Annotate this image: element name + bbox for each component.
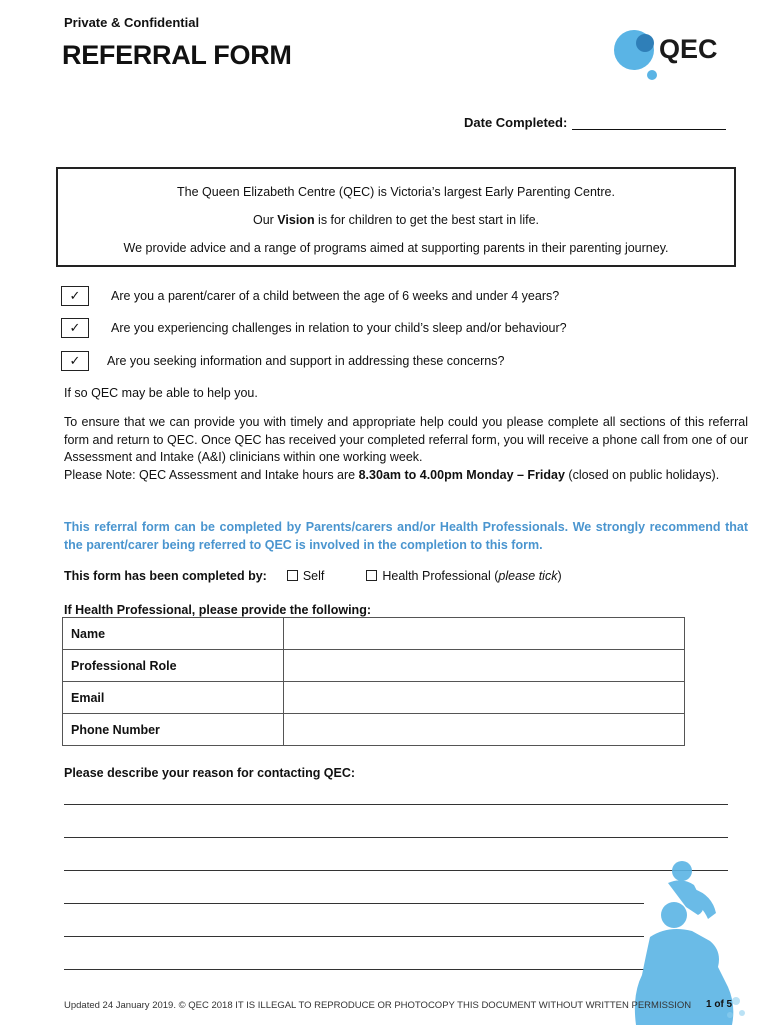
page-title: REFERRAL FORM: [62, 40, 292, 70]
reason-line-3[interactable]: [64, 870, 728, 871]
option-hp-label: Health Professional (: [382, 569, 499, 583]
question-2-text: Are you experiencing challenges in relation to your child’s sleep and/or behaviour?: [111, 321, 567, 335]
checkbox-q2[interactable]: ✓: [61, 318, 89, 338]
hp-label-role: Professional Role: [63, 650, 284, 682]
note-pre: Please Note: QEC Assessment and Intake hours are: [64, 467, 359, 482]
hp-label-email: Email: [63, 682, 284, 714]
hp-input-role[interactable]: [284, 650, 685, 682]
intro-line-2-pre: Our: [252, 213, 278, 227]
option-health-professional[interactable]: [366, 569, 561, 583]
check-question-1: [61, 286, 559, 306]
hp-label-phone: Phone Number: [63, 714, 284, 746]
hp-input-email[interactable]: [284, 682, 685, 714]
table-row: [63, 682, 685, 714]
reason-line-6[interactable]: [64, 969, 644, 970]
intro-vision: Vision: [277, 213, 315, 227]
date-completed: [464, 115, 726, 130]
intro-box: [56, 167, 736, 267]
completed-by-label: This form has been completed by:: [64, 569, 267, 583]
intro-line-2: [58, 213, 734, 227]
option-hp-hint: please tick: [498, 569, 558, 583]
page-number: 1 of 5: [706, 999, 733, 1010]
reason-line-5[interactable]: [64, 936, 644, 937]
help-text: If so QEC may be able to help you.: [64, 386, 258, 400]
blue-notice: This referral form can be completed by Parents/carers and/or Health Professionals. We strongly recommend that the parent/carer being referred to QEC is involved in the completion to this form.: [64, 520, 748, 552]
reason-line-4[interactable]: [64, 903, 644, 904]
question-3-text: Are you seeking information and support in addressing these concerns?: [107, 354, 505, 368]
checkbox-q3[interactable]: ✓: [61, 351, 89, 371]
hp-heading: If Health Professional, please provide the following:: [64, 603, 371, 617]
intro-line-2-post: is for children to get the best start in life.: [314, 213, 539, 227]
health-professional-checkbox[interactable]: [366, 570, 377, 581]
hp-label-name: Name: [63, 618, 284, 650]
ensure-paragraph: [64, 414, 748, 484]
question-1-text: Are you a parent/carer of a child between the age of 6 weeks and under 4 years?: [111, 289, 560, 303]
footer-text: Updated 24 January 2019. © QEC 2018 IT IS ILLEGAL TO REPRODUCE OR PHOTOCOPY THIS DOCUMENT WITHOUT WRITTEN PERMISSION: [64, 1000, 692, 1011]
hp-input-phone[interactable]: [284, 714, 685, 746]
note-hours: 8.30am to 4.00pm Monday – Friday: [358, 467, 565, 482]
reason-label: Please describe your reason for contacting QEC:: [64, 766, 356, 780]
option-self-label: Self: [302, 569, 325, 583]
check-question-2: [61, 318, 567, 338]
ensure-text: To ensure that we can provide you with timely and appropriate help could you please complete all sections of this referral form and return to QEC. Once QEC has received your completed referral form, you will receive a phone call from one of our Assessment and Intake (A&I) clinicians within one working week.: [64, 415, 748, 464]
hp-input-name[interactable]: [284, 618, 685, 650]
table-row: [63, 618, 685, 650]
reason-line-1[interactable]: [64, 804, 728, 805]
intro-line-1: The Queen Elizabeth Centre (QEC) is Victoria’s largest Early Parenting Centre.: [177, 185, 615, 199]
completed-by-row: [64, 569, 562, 583]
check-question-3: [61, 351, 504, 371]
checkbox-q1[interactable]: ✓: [61, 286, 89, 306]
date-completed-label: Date Completed:: [464, 115, 568, 130]
reason-line-2[interactable]: [64, 837, 728, 838]
table-row: [63, 714, 685, 746]
intro-line-3: We provide advice and a range of programs aimed at supporting parents in their parenting journey.: [123, 241, 669, 255]
confidential-label: Private & Confidential: [64, 15, 200, 30]
qec-logo: [612, 28, 732, 84]
logo-text: QEC: [659, 34, 718, 64]
option-self[interactable]: [287, 569, 325, 583]
qec-logo-icon: [612, 28, 732, 84]
note-post: (closed on public holidays).: [564, 467, 720, 482]
option-hp-close: ): [557, 569, 562, 583]
self-checkbox[interactable]: [287, 570, 298, 581]
table-row: [63, 650, 685, 682]
date-completed-field[interactable]: [572, 115, 726, 130]
hp-table: [62, 617, 685, 746]
